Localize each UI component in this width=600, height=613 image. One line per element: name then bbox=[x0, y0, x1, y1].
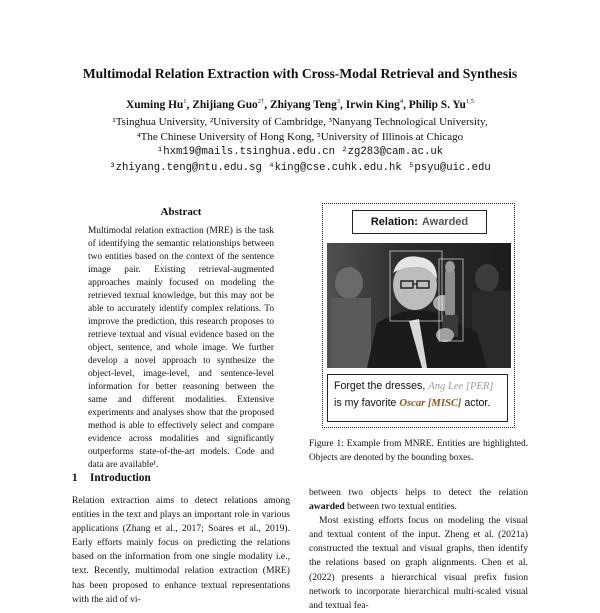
paper-title: Multimodal Relation Extraction with Cross-Modal Retrieval and Synthesis bbox=[82, 66, 518, 81]
author-name: Philip S. Yu bbox=[408, 99, 466, 111]
author-name: Xuming Hu bbox=[125, 99, 184, 111]
photo-illustration bbox=[327, 243, 511, 368]
section-title: Introduction bbox=[90, 472, 151, 484]
relation-value: Awarded bbox=[421, 216, 469, 228]
intro-left-column bbox=[72, 494, 290, 607]
intro-paragraph: between two objects helps to detect the relation awarded between two textual entities. bbox=[309, 487, 528, 513]
sentence-text-part: is my favorite bbox=[334, 397, 400, 409]
sentence-box bbox=[327, 374, 508, 422]
entity-person: Ang Lee [PER] bbox=[428, 381, 494, 392]
affiliation-line-1: ¹Tsinghua University, ²University of Cambridge, ³Nanyang Technological University, bbox=[112, 116, 488, 128]
sentence-text-part: Forget the dresses, bbox=[334, 380, 429, 392]
affiliation-line-2: ⁴The Chinese University of Hong Kong, ⁵University of Illinois at Chicago bbox=[136, 131, 464, 143]
relation-emphasis: awarded bbox=[309, 501, 345, 513]
abstract-heading: Abstract bbox=[160, 206, 202, 218]
section-heading bbox=[72, 472, 151, 484]
entity-misc: Oscar [MISC] bbox=[399, 398, 462, 409]
email-line-1: ¹hxm19@mails.tsinghua.edu.cn ²zg283@cam.ac.uk bbox=[156, 146, 444, 158]
author-list: Xuming Hu$^1$, Zhijiang Guo$^{2\dagger}$, Zhiyang Teng$^3$, Irwin King$^4$, Philip S. Yu$^{1,5}$ bbox=[125, 98, 475, 111]
intro-paragraph: Relation extraction aims to detect relations among entities in the text and plays an important role in various applications (Zhang et al., 2017; Soares et al., 2019). Early efforts mainly focus on predicting the relations based on the information from one single modality i.e., text. Recently, multimodal relation extraction (MRE) has been proposed to enhance textual representations with the aid of vi- bbox=[72, 495, 290, 605]
intro-paragraph: Most existing efforts focus on modeling the visual and textual content of the input. Zheng et al. (2021a) constructed the textual and visual graphs, then identify the relations based on graph alignments. Chen et al. (2022) presents a hierarchical visual prefix fusion network to incorporate hierarchical multi-scaled visual and textual fea- bbox=[309, 515, 528, 611]
sentence-text-part: actor. bbox=[461, 397, 491, 409]
section-number: 1 bbox=[72, 472, 78, 484]
email-line-2: ³zhiyang.teng@ntu.edu.sg ⁴king@cse.cuhk.edu.hk ⁵psyu@uic.edu bbox=[109, 162, 491, 174]
intro-right-column bbox=[309, 486, 528, 613]
abstract-body bbox=[88, 225, 274, 472]
author-name: Zhiyang Teng bbox=[269, 99, 337, 111]
abstract-text: Multimodal relation extraction (MRE) is the task of identifying the semantic relationships between two entities based on the context of the sentence image pair. Existing retrieval-augmented approaches mainly focused on modeling the retrieved textual knowledge, but this may not be able to accurately identify complex relations. To improve the prediction, this research proposes to retrieve textual and visual evidence based on the object, sentence, and whole image. We further develop a novel approach to synthesize the object-level, image-level, and sentence-level information for better reasoning between the same and different modalities. Extensive experiments and analyses show that the proposed method is able to effectively select and compare evidence across modalities and significantly outperforms state-of-the-art models. Code and data are available¹. bbox=[88, 226, 274, 470]
figure-photo bbox=[327, 243, 511, 368]
author-name: Irwin King bbox=[345, 99, 400, 111]
relation-box bbox=[352, 210, 487, 234]
relation-label: Relation: bbox=[370, 216, 418, 228]
author-name: Zhijiang Guo bbox=[192, 99, 258, 111]
figure-caption: Figure 1: Example from MNRE. Entities are highlighted. Objects are denoted by the bounding boxes. bbox=[309, 439, 528, 463]
